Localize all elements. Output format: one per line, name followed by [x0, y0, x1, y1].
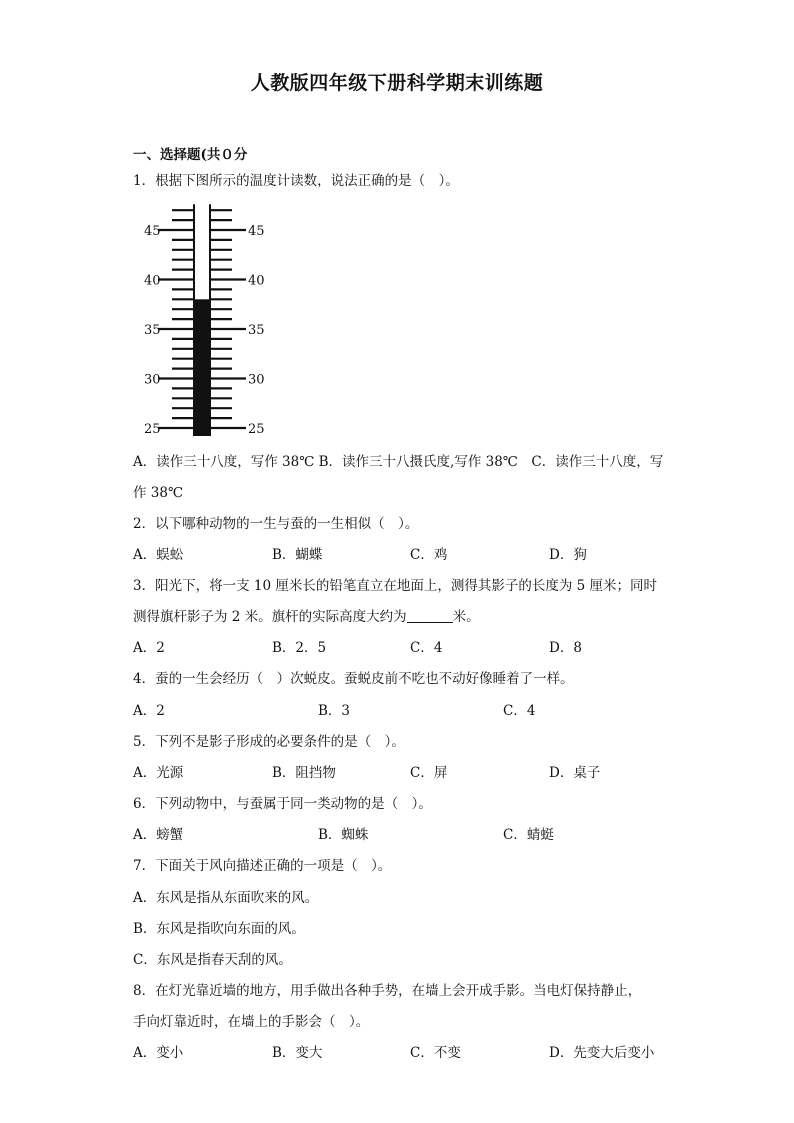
question-2-stem: 2．以下哪种动物的一生与蚕的一生相似（ ）。 [133, 516, 419, 532]
question-4-stem: 4．蚕的一生会经历（ ）次蜕皮。蚕蜕皮前不吃也不动好像睡着了一样。 [133, 671, 574, 687]
question-3-stem-pre: 测得旗杆影子为 2 米。旗杆的实际高度大约为 [133, 609, 407, 625]
thermometer-figure [140, 198, 275, 443]
question-4-option-c[interactable]: C．4 [503, 703, 536, 719]
question-8-option-a[interactable]: A．变小 [133, 1045, 184, 1061]
question-5-option-a[interactable]: A．光源 [133, 765, 184, 781]
question-8-stem-line2: 手向灯靠近时，在墙上的手影会（ ）。 [133, 1014, 370, 1030]
question-3-option-a[interactable]: A．2 [133, 640, 165, 656]
question-7-option-b[interactable]: B．东风是指吹向东面的风。 [133, 921, 305, 937]
tick-label-left: 40 [144, 273, 161, 289]
page-title: 人教版四年级下册科学期末训练题 [250, 72, 544, 94]
tick-label-left: 45 [144, 224, 161, 239]
question-6-option-c[interactable]: C．蜻蜓 [503, 827, 554, 843]
question-6-option-b[interactable]: B．蜘蛛 [318, 827, 369, 843]
question-8-stem-line1: 8．在灯光靠近墙的地方，用手做出各种手势，在墙上会开成手影。当电灯保持静止， [133, 983, 642, 999]
section-heading: 一、选择题(共０分 [133, 147, 248, 163]
question-3-stem-line1: 3．阳光下，将一支 10 厘米长的铅笔直立在地面上，测得其影子的长度为 5 厘米；同时 [133, 578, 658, 594]
question-8-option-b[interactable]: B．变大 [272, 1045, 323, 1061]
mercury-column [194, 299, 210, 436]
tick-label-left: 35 [144, 323, 161, 338]
question-5-stem: 5．下列不是影子形成的必要条件的是（ ）。 [133, 734, 405, 750]
question-7-option-c[interactable]: C．东风是指春天刮的风。 [133, 952, 292, 968]
question-3-option-c[interactable]: C．4 [410, 640, 443, 656]
tick-label-left: 25 [144, 422, 161, 437]
question-4-option-b[interactable]: B．3 [318, 703, 351, 719]
question-3-option-b[interactable]: B．2．5 [272, 640, 327, 656]
question-6-option-a[interactable]: A．螃蟹 [133, 827, 184, 843]
question-8-option-d[interactable]: D．先变大后变小 [549, 1045, 655, 1061]
answer-blank[interactable] [407, 608, 453, 623]
question-2-option-c[interactable]: C．鸡 [410, 547, 448, 563]
tick-label-left: 30 [144, 372, 161, 388]
question-3-stem-line2 [133, 607, 480, 627]
tick-label-right: 25 [248, 422, 265, 437]
question-2-option-b[interactable]: B．蝴蝶 [272, 547, 323, 563]
question-6-stem: 6．下列动物中，与蚕属于同一类动物的是（ ）。 [133, 796, 432, 812]
tick-label-right: 30 [248, 372, 265, 388]
question-7-option-a[interactable]: A．东风是指从东面吹来的风。 [133, 890, 319, 906]
question-1-options-line1: A．读作三十八度，写作 38℃ B．读作三十八摄氏度,写作 38℃ C．读作三十八度，写 [133, 454, 664, 470]
tick-label-right: 45 [248, 224, 265, 239]
question-4-option-a[interactable]: A．2 [133, 703, 165, 719]
question-1-stem: 1．根据下图所示的温度计读数，说法正确的是（ ）。 [133, 173, 459, 189]
question-2-option-a[interactable]: A．蜈蚣 [133, 547, 184, 563]
question-8-option-c[interactable]: C．不变 [410, 1045, 461, 1061]
question-5-option-c[interactable]: C．屏 [410, 765, 448, 781]
question-2-option-d[interactable]: D．狗 [549, 547, 587, 563]
tick-label-right: 40 [248, 273, 265, 289]
question-1-options-line2: 作 38℃ [133, 485, 184, 501]
tick-label-right: 35 [248, 323, 265, 338]
question-7-stem: 7．下面关于风向描述正确的一项是（ ）。 [133, 858, 392, 874]
question-5-option-d[interactable]: D．桌子 [549, 765, 601, 781]
question-3-stem-post: 米。 [452, 609, 480, 625]
question-3-option-d[interactable]: D．8 [549, 640, 582, 656]
question-5-option-b[interactable]: B．阻挡物 [272, 765, 336, 781]
